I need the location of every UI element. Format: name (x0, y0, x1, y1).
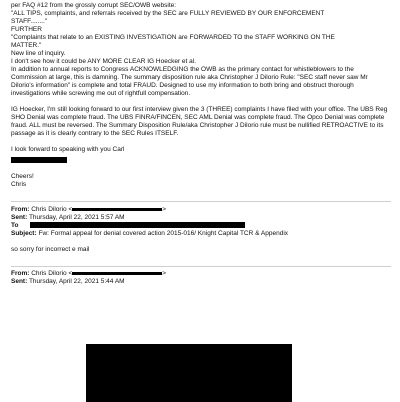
email1-from-row (11, 206, 391, 214)
email1-subject-row (11, 230, 391, 238)
cheers-line: Cheers! (11, 173, 34, 180)
complaints-quote-line-2: MATTER." (11, 42, 42, 49)
email2-sent-label: Sent: (11, 278, 28, 285)
email1-to-row (11, 222, 391, 230)
email1-from-end: > (162, 206, 167, 213)
faq-intro-line: per FAQ #12 from the grossly corrupt SEC/OWB website: (11, 2, 177, 9)
email2-from-end: > (162, 270, 167, 277)
email-document (11, 2, 391, 286)
email1-from-redaction (72, 208, 162, 211)
complaints-quote-line-1: "Complaints that relate to an EXISTING INVESTIGATION are FORWARDED TO the STAFF WORKING ON THE (11, 34, 335, 41)
email2-sent-value: Thursday, April 22, 2021 5:44 AM (28, 278, 125, 285)
email1-message: so sorry for incorrect e mail (11, 246, 90, 253)
closing-line: I look forward to speaking with you Carl (11, 146, 125, 153)
redacted-contact (11, 157, 391, 165)
redacted-block (86, 344, 292, 402)
email1-from-label: From: (11, 206, 30, 213)
email2-from-label: From: (11, 270, 30, 277)
email2-sent-row (11, 278, 391, 286)
faq-quote-line-1: "ALL TIPS, complaints, and referrals received by the SEC are FULLY REVIEWED BY OUR ENFORCEMENT (11, 10, 325, 17)
email1-sent-label: Sent: (11, 214, 28, 221)
further-line: FURTHER (11, 26, 42, 33)
email1-to-label: To (11, 222, 19, 229)
faq-quote-line-2: STAFF........" (11, 18, 48, 25)
email1-subject-value: Fw: Formal appeal for denial covered action 2015-016/ Knight Capital TCR & Appendix (38, 230, 289, 237)
email2-from-value: Chris Dilorio < (31, 270, 73, 277)
email1-sent-row (11, 214, 391, 222)
email1-from-value: Chris Dilorio < (31, 206, 73, 213)
clear-line: I don't see how it could be ANY MORE CLEAR IG Hoecker et al. (11, 58, 197, 65)
email1-subject-label: Subject: (11, 230, 37, 237)
email1-to-redaction (30, 222, 245, 228)
paragraph-ig-hoecker: IG Hoecker, I'm still looking forward to our first interview given the 3 (THREE) complaints I have filed with your office. The UBS Reg SHO Denial was complete fraud. The UBS FINRA/FINCEN, SEC AML Denial was complete fraud. The Opco Denial was complete fraud. ALL must be reversed. The Summary Disposition Rule/aka Christopher J Dilorio rule must be nullified RETROACTIVE to its passage as it is clearly contrary to the SEC Rules ITSELF. (11, 106, 388, 137)
new-inquiry-line: New line of inquiry. (11, 50, 66, 57)
signature-name: Chris (11, 181, 27, 188)
paragraph-annual-reports: In addition to annual reports to Congress ACKNOWLEDGING the OWB as the primary contact for whistleblowers to the Commission at large, this is damning. The summary disposition rule aka Christopher J Dilorio Rule: "SEC staff never saw Mr Dilorio's information" is complete and total FRAUD. Designed to use my information to both bring and obstruct thorough investigations while screwing me out of rightfull compensation. (11, 66, 368, 97)
email1-sent-value: Thursday, April 22, 2021 5:57 AM (28, 214, 125, 221)
email2-from-redaction (72, 272, 162, 275)
email2-from-row (11, 270, 391, 278)
